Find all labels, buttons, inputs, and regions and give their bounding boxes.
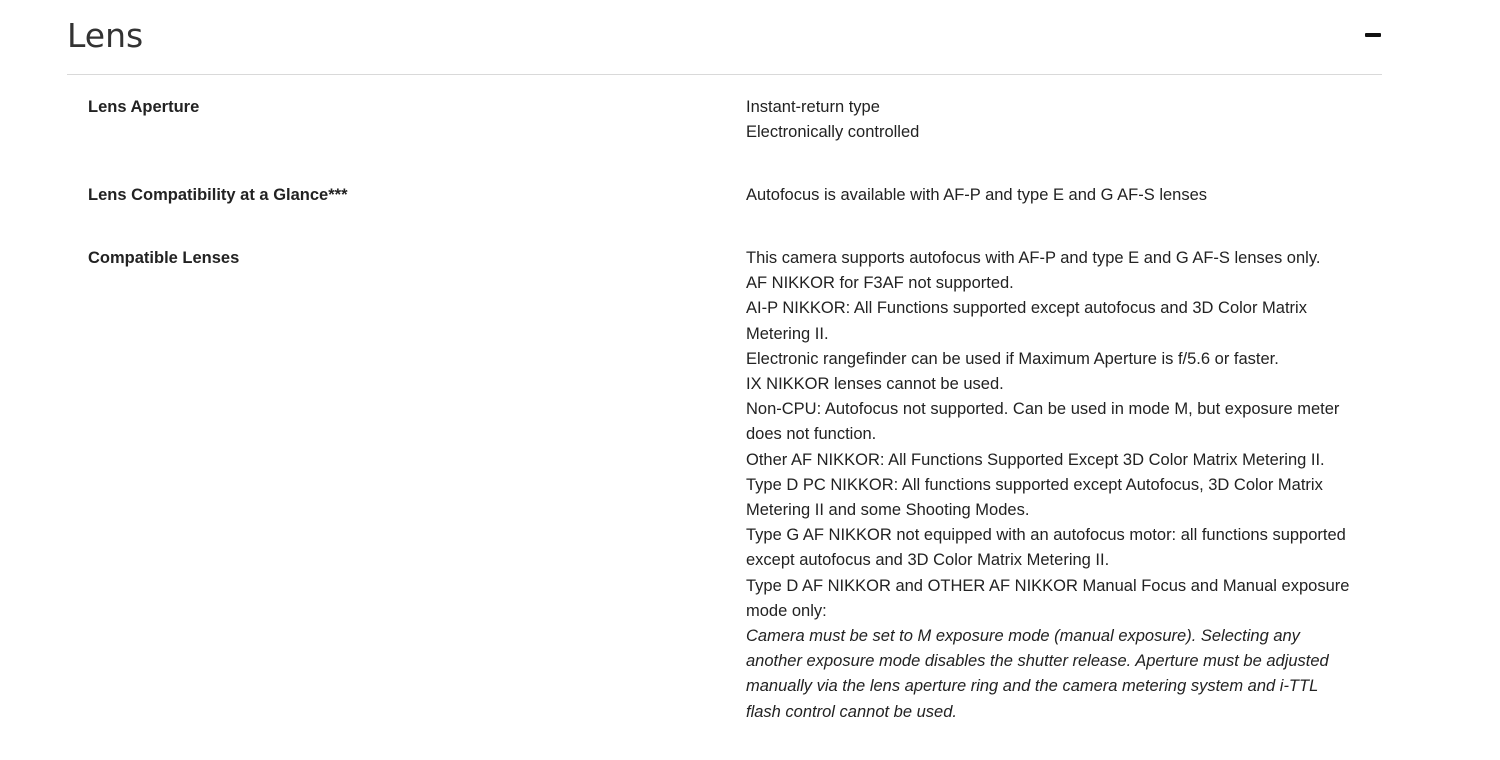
spec-value-line: AI-P NIKKOR: All Functions supported except autofocus and 3D Color Matrix xyxy=(746,299,1307,318)
spec-value-line: Type G AF NIKKOR not equipped with an autofocus motor: all functions supported xyxy=(746,526,1346,545)
spec-value-line: Electronically controlled xyxy=(746,123,920,142)
spec-value-line: Type D PC NIKKOR: All functions supported except Autofocus, 3D Color Matrix xyxy=(746,475,1323,494)
spec-label: Lens Compatibility at a Glance*** xyxy=(88,186,348,204)
lens-section xyxy=(67,0,1382,721)
minus-icon xyxy=(1365,33,1381,37)
spec-value-line: Metering II and some Shooting Modes. xyxy=(746,501,1030,520)
spec-value-line: This camera supports autofocus with AF-P and type E and G AF-S lenses only. xyxy=(746,249,1321,267)
spec-value xyxy=(746,183,1371,208)
spec-value-line: Autofocus is available with AF-P and type E and G AF-S lenses xyxy=(746,186,1208,204)
spec-value-line: AF NIKKOR for F3AF not supported. xyxy=(746,274,1014,293)
spec-value-line: does not function. xyxy=(746,425,877,444)
section-title: Lens xyxy=(67,16,144,55)
spec-value-line: Type D AF NIKKOR and OTHER AF NIKKOR Manual Focus and Manual exposure xyxy=(746,576,1350,595)
spec-note-line: another exposure mode disables the shutter release. Aperture must be adjusted xyxy=(746,652,1329,671)
spec-value xyxy=(746,95,1371,145)
spec-value xyxy=(746,246,1371,725)
spec-value-line: Metering II. xyxy=(746,324,829,343)
spec-note-line: Camera must be set to M exposure mode (manual exposure). Selecting any xyxy=(746,627,1300,646)
spec-value-line: mode only: xyxy=(746,601,827,620)
spec-value-line: Instant-return type xyxy=(746,98,880,116)
section-header[interactable] xyxy=(67,0,1382,75)
spec-value-line: Non-CPU: Autofocus not supported. Can be used in mode M, but exposure meter xyxy=(746,400,1340,419)
spec-label: Compatible Lenses xyxy=(88,249,240,267)
spec-value-line: Other AF NIKKOR: All Functions Supported Except 3D Color Matrix Metering II. xyxy=(746,450,1325,469)
collapse-button[interactable] xyxy=(1361,24,1385,48)
spec-value-line: IX NIKKOR lenses cannot be used. xyxy=(746,375,1004,394)
spec-label: Lens Aperture xyxy=(88,98,200,116)
spec-value-line: except autofocus and 3D Color Matrix Metering II. xyxy=(746,551,1110,570)
spec-note-line: flash control cannot be used. xyxy=(746,702,957,721)
spec-note-line: manually via the lens aperture ring and the camera metering system and i-TTL xyxy=(746,677,1319,696)
spec-value-line: Electronic rangefinder can be used if Maximum Aperture is f/5.6 or faster. xyxy=(746,349,1279,368)
